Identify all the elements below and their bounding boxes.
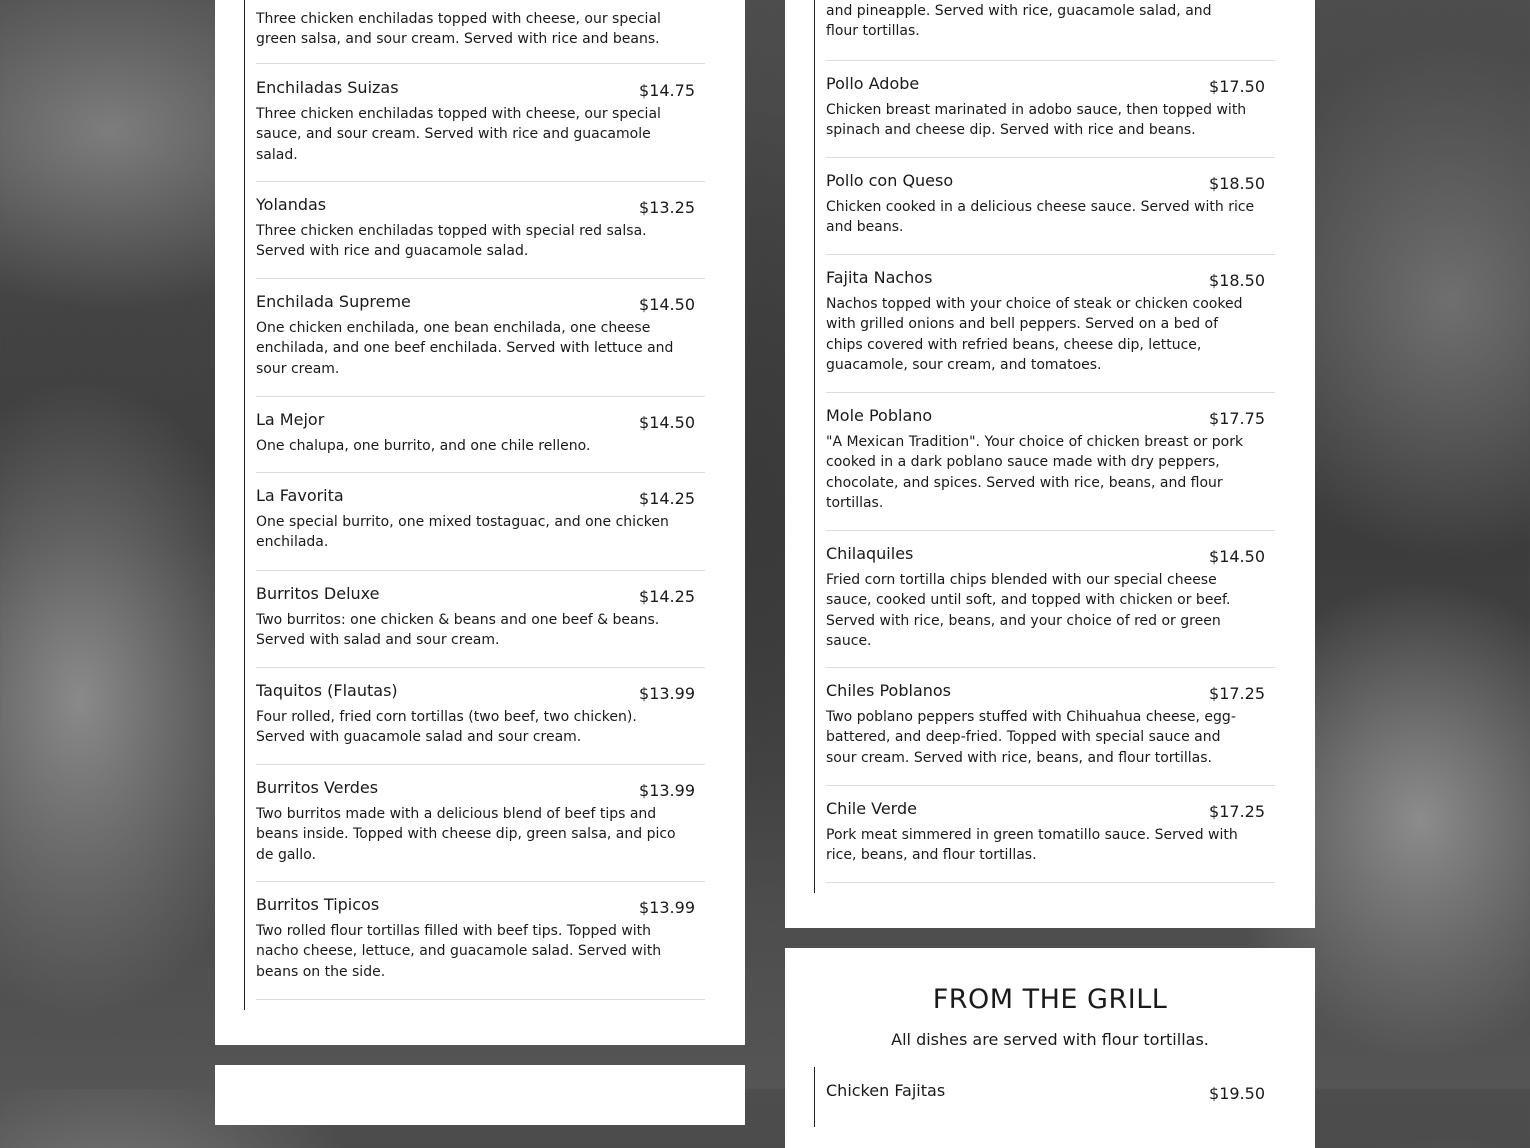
menu-divider xyxy=(826,882,1275,883)
menu-card-left-next xyxy=(215,1065,745,1125)
menu-item-price: $14.50 xyxy=(1209,547,1265,566)
menu-item-description: Chicken breast marinated in adobo sauce, then topped with spinach and cheese dip. Served with rice and beans. xyxy=(826,102,1247,139)
menu-item-description: and pineapple. Served with rice, guacamole salad, and flour tortillas. xyxy=(826,3,1212,40)
menu-item-name: Mole Poblano xyxy=(826,406,933,425)
menu-item-price xyxy=(639,0,695,1)
menu-divider xyxy=(256,63,705,64)
menu-divider xyxy=(826,667,1275,668)
menu-item-price: $13.99 xyxy=(639,781,695,800)
menu-item-price: $18.50 xyxy=(1209,174,1265,193)
menu-item-name: La Favorita xyxy=(256,486,344,505)
menu-divider xyxy=(826,785,1275,786)
menu-item-description: Pork meat simmered in green tomatillo sauce. Served with rice, beans, and flour tortillas. xyxy=(826,827,1238,864)
menu-item-name: Chicken Fajitas xyxy=(826,1081,946,1100)
menu-item-price: $14.25 xyxy=(639,587,695,606)
menu-list-right xyxy=(814,0,1275,893)
menu-item-description: "A Mexican Tradition". Your choice of chicken breast or pork cooked in a dark poblano sauce made with dry peppers, chocolate, and spices. Served with rice, beans, and flour tortillas. xyxy=(826,434,1244,511)
menu-item-price: $17.50 xyxy=(1209,77,1265,96)
menu-divider xyxy=(256,999,705,1000)
menu-item-price: $14.25 xyxy=(639,489,695,508)
menu-divider xyxy=(826,530,1275,531)
menu-item-name: Chiles Poblanos xyxy=(826,681,952,700)
menu-divider xyxy=(256,396,705,397)
menu-divider xyxy=(256,764,705,765)
menu-list-left xyxy=(244,0,705,1010)
menu-item-price: $14.50 xyxy=(639,413,695,432)
menu-item-name: Fajita Nachos xyxy=(826,268,933,287)
menu-divider xyxy=(256,472,705,473)
menu-item-description: One special burrito, one mixed tostaguac, and one chicken enchilada. xyxy=(256,514,669,551)
menu-item-name: Yolandas xyxy=(256,195,327,214)
menu-item-description: Two poblano peppers stuffed with Chihuahua cheese, egg-battered, and deep-fried. Topped with special sauce and sour cream. Served with rice, beans, and flour tortillas. xyxy=(826,709,1236,766)
menu-list-grill xyxy=(814,1067,1275,1127)
menu-divider xyxy=(826,60,1275,61)
menu-item-price: $13.99 xyxy=(639,898,695,917)
menu-item-price: $14.75 xyxy=(639,81,695,100)
menu-divider xyxy=(826,254,1275,255)
menu-divider xyxy=(256,181,705,182)
menu-item-name: Chilaquiles xyxy=(826,544,914,563)
menu-item-description: Two burritos: one chicken & beans and one beef & beans. Served with salad and sour cream. xyxy=(256,612,660,649)
menu-item-name: Enchilada Supreme xyxy=(256,292,411,311)
menu-item-name: Burritos Deluxe xyxy=(256,584,380,603)
menu-item-description: Two rolled flour tortillas filled with beef tips. Topped with nacho cheese, lettuce, and guacamole salad. Served with beans on the side. xyxy=(256,923,662,980)
menu-item-name: Enchiladas Suizas xyxy=(256,78,399,97)
menu-item-name: Pollo Adobe xyxy=(826,74,920,93)
menu-item-price: $18.50 xyxy=(1209,271,1265,290)
menu-item-description: Four rolled, fried corn tortillas (two beef, two chicken). Served with guacamole salad and sour cream. xyxy=(256,709,637,746)
menu-item-description: Two burritos made with a delicious blend of beef tips and beans inside. Topped with cheese dip, green salsa, and pico de gallo. xyxy=(256,806,676,863)
menu-item-price: $13.99 xyxy=(639,684,695,703)
menu-divider xyxy=(826,392,1275,393)
menu-divider xyxy=(256,667,705,668)
menu-item-name: Taquitos (Flautas) xyxy=(256,681,398,700)
menu-item-price: $19.50 xyxy=(1209,1084,1265,1103)
menu-divider xyxy=(256,278,705,279)
section-subtitle: All dishes are served with flour tortillas. xyxy=(891,1030,1209,1049)
menu-item-price: $14.50 xyxy=(639,295,695,314)
menu-item-name: La Mejor xyxy=(256,410,325,429)
menu-divider xyxy=(256,881,705,882)
menu-item-name: Pollo con Queso xyxy=(826,171,954,190)
menu-item-price: $17.75 xyxy=(1209,409,1265,428)
section-title: FROM THE GRILL xyxy=(932,984,1168,1015)
menu-divider xyxy=(826,157,1275,158)
menu-item-description: Chicken cooked in a delicious cheese sauce. Served with rice and beans. xyxy=(826,199,1255,236)
menu-item-description: Three chicken enchiladas topped with special red salsa. Served with rice and guacamole salad. xyxy=(256,223,647,260)
menu-item-name: Burritos Verdes xyxy=(256,778,379,797)
menu-item-description: Three chicken enchiladas topped with cheese, our special green salsa, and sour cream. Served with rice and beans. xyxy=(256,11,661,48)
menu-item-description: Three chicken enchiladas topped with cheese, our special sauce, and sour cream. Served with rice and guacamole salad. xyxy=(256,106,661,163)
menu-item-price: $17.25 xyxy=(1209,684,1265,703)
menu-item-name: Burritos Tipicos xyxy=(256,895,380,914)
menu-divider xyxy=(256,570,705,571)
menu-item-price: $17.25 xyxy=(1209,802,1265,821)
menu-item-description: Nachos topped with your choice of steak or chicken cooked with grilled onions and bell peppers. Served on a bed of chips covered with refried beans, cheese dip, lettuce, guacamole, sour cream, and tomatoes. xyxy=(826,296,1243,373)
menu-item-description: One chalupa, one burrito, and one chile relleno. xyxy=(256,438,591,454)
menu-item-description: Fried corn tortilla chips blended with our special cheese sauce, cooked until soft, and topped with chicken or beef. Served with rice, beans, and your choice of red or green sauce. xyxy=(826,572,1231,649)
menu-item-name: Chile Verde xyxy=(826,799,917,818)
menu-item-description: One chicken enchilada, one bean enchilada, one cheese enchilada, and one beef enchilada. Served with lettuce and sour cream. xyxy=(256,320,674,377)
menu-item-price: $13.25 xyxy=(639,198,695,217)
